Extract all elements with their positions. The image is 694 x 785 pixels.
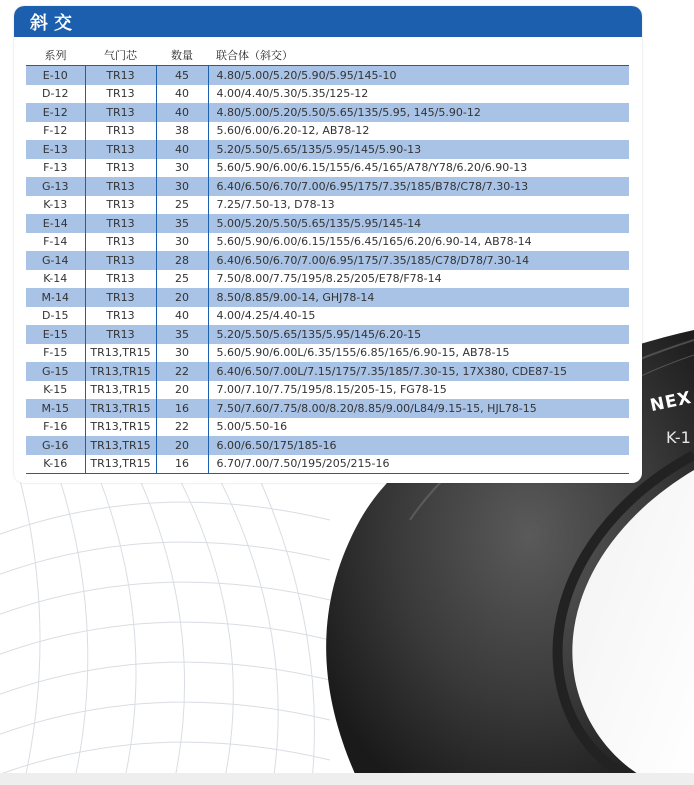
cell-valve: TR13,TR15: [85, 436, 156, 455]
cell-series: G-16: [26, 436, 85, 455]
table-row: [26, 214, 629, 233]
cell-series: G-14: [26, 251, 85, 270]
bias-spec-card: [14, 6, 642, 483]
table-row: [26, 399, 629, 418]
cell-combination: 5.60/6.00/6.20-12, AB78-12: [216, 124, 370, 138]
table-row: [26, 122, 629, 141]
column-header-valve: 气门芯: [85, 45, 156, 66]
cell-valve: TR13: [85, 159, 156, 178]
card-header: [14, 6, 642, 37]
cell-series: F-12: [26, 122, 85, 141]
bias-tube-spec-table: [26, 45, 629, 474]
cell-valve: TR13,TR15: [85, 399, 156, 418]
table-row: [26, 196, 629, 215]
cell-series: E-13: [26, 140, 85, 159]
cell-valve: TR13: [85, 66, 156, 85]
cell-quantity: 22: [156, 418, 208, 437]
cell-valve: TR13: [85, 122, 156, 141]
cell-combination: 5.60/5.90/6.00L/6.35/155/6.85/165/6.90-15, AB78-15: [216, 346, 510, 360]
cell-series: E-15: [26, 325, 85, 344]
cell-series: M-14: [26, 288, 85, 307]
cell-combination: 7.00/7.10/7.75/195/8.15/205-15, FG78-15: [216, 383, 447, 397]
cell-quantity: 40: [156, 103, 208, 122]
table-row: [26, 251, 629, 270]
cell-quantity: 30: [156, 177, 208, 196]
cell-quantity: 40: [156, 140, 208, 159]
cell-series: E-12: [26, 103, 85, 122]
cell-valve: TR13: [85, 140, 156, 159]
cell-quantity: 30: [156, 233, 208, 252]
cell-combination: 5.00/5.20/5.50/5.65/135/5.95/145-14: [208, 214, 629, 233]
cell-valve: TR13: [85, 177, 156, 196]
cell-quantity: 16: [156, 399, 208, 418]
cell-series: K-13: [26, 196, 85, 215]
cell-series: F-16: [26, 418, 85, 437]
table-row: [26, 381, 629, 400]
cell-series: F-14: [26, 233, 85, 252]
cell-combination: 6.40/6.50/6.70/7.00/6.95/175/7.35/185/B78/C78/7.30-13: [208, 177, 629, 196]
cell-valve: TR13,TR15: [85, 455, 156, 474]
table-row: [26, 270, 629, 289]
cell-valve: TR13: [85, 214, 156, 233]
cell-combination: 8.50/8.85/9.00-14, GHJ78-14: [208, 288, 629, 307]
cell-combination: 7.50/8.00/7.75/195/8.25/205/E78/F78-14: [216, 272, 442, 286]
cell-series: D-12: [26, 85, 85, 104]
cell-valve: TR13: [85, 270, 156, 289]
cell-valve: TR13: [85, 103, 156, 122]
cell-combination: 4.00/4.40/5.30/5.35/125-12: [216, 87, 369, 101]
cell-series: G-13: [26, 177, 85, 196]
table-row: [26, 177, 629, 196]
cell-combination: 5.60/5.90/6.00/6.15/155/6.45/165/6.20/6.90-14, AB78-14: [216, 235, 532, 249]
table-body: [26, 66, 629, 474]
cell-quantity: 25: [156, 270, 208, 289]
cell-combination: 6.40/6.50/6.70/7.00/6.95/175/7.35/185/C78/D78/7.30-14: [208, 251, 629, 270]
cell-valve: TR13,TR15: [85, 381, 156, 400]
cell-quantity: 40: [156, 307, 208, 326]
cell-series: D-15: [26, 307, 85, 326]
column-header-combination: 联合体（斜交）: [208, 45, 629, 66]
cell-series: G-15: [26, 362, 85, 381]
cell-series: F-13: [26, 159, 85, 178]
cell-series: E-10: [26, 66, 85, 85]
cell-combination: 7.25/7.50-13, D78-13: [216, 198, 335, 212]
cell-combination: 6.40/6.50/7.00L/7.15/175/7.35/185/7.30-15, 17X380, CDE87-15: [208, 362, 629, 381]
cell-series: F-15: [26, 344, 85, 363]
table-row: [26, 288, 629, 307]
cell-combination: 4.80/5.00/5.20/5.90/5.95/145-10: [208, 66, 629, 85]
table-row: [26, 159, 629, 178]
cell-valve: TR13: [85, 85, 156, 104]
cell-combination: 4.00/4.25/4.40-15: [216, 309, 316, 323]
cell-series: K-14: [26, 270, 85, 289]
cell-valve: TR13: [85, 325, 156, 344]
cell-quantity: 28: [156, 251, 208, 270]
cell-valve: TR13: [85, 288, 156, 307]
section-title: 斜交: [30, 12, 78, 34]
cell-quantity: 35: [156, 214, 208, 233]
cell-valve: TR13: [85, 196, 156, 215]
cell-valve: TR13: [85, 251, 156, 270]
cell-combination: 6.70/7.00/7.50/195/205/215-16: [208, 455, 629, 474]
cell-quantity: 20: [156, 288, 208, 307]
cell-combination: 5.20/5.50/5.65/135/5.95/145/5.90-13: [208, 140, 629, 159]
cell-quantity: 20: [156, 436, 208, 455]
cell-quantity: 22: [156, 362, 208, 381]
cell-combination: 5.20/5.50/5.65/135/5.95/145/6.20-15: [208, 325, 629, 344]
cell-combination: 6.00/6.50/175/185-16: [208, 436, 629, 455]
cell-series: K-15: [26, 381, 85, 400]
table-row: [26, 85, 629, 104]
cell-valve: TR13,TR15: [85, 418, 156, 437]
cell-valve: TR13: [85, 233, 156, 252]
table-header-row: [26, 45, 629, 66]
cell-quantity: 20: [156, 381, 208, 400]
cell-combination: 5.00/5.50-16: [216, 420, 288, 434]
cell-series: M-15: [26, 399, 85, 418]
cell-combination: 5.60/5.90/6.00/6.15/155/6.45/165/A78/Y78/6.20/6.90-13: [216, 161, 528, 175]
table-row: [26, 455, 629, 474]
table-row: [26, 103, 629, 122]
cell-quantity: 40: [156, 85, 208, 104]
tire-brand-marking: NEX: [648, 387, 694, 417]
table-row: [26, 344, 629, 363]
column-header-quantity: 数量: [156, 45, 208, 66]
tire-size-marking: K-1: [666, 428, 691, 447]
table-row: [26, 436, 629, 455]
cell-quantity: 30: [156, 344, 208, 363]
cell-valve: TR13: [85, 307, 156, 326]
cell-quantity: 30: [156, 159, 208, 178]
cell-quantity: 38: [156, 122, 208, 141]
cell-quantity: 35: [156, 325, 208, 344]
cell-valve: TR13,TR15: [85, 362, 156, 381]
cell-quantity: 25: [156, 196, 208, 215]
cell-series: K-16: [26, 455, 85, 474]
table-row: [26, 140, 629, 159]
bottom-strip: [0, 773, 694, 785]
column-header-series: 系列: [26, 45, 85, 66]
cell-combination: 4.80/5.00/5.20/5.50/5.65/135/5.95, 145/5.90-12: [208, 103, 629, 122]
table-row: [26, 66, 629, 85]
cell-quantity: 45: [156, 66, 208, 85]
table-row: [26, 307, 629, 326]
cell-quantity: 16: [156, 455, 208, 474]
cell-combination: 7.50/7.60/7.75/8.00/8.20/8.85/9.00/L84/9.15-15, HJL78-15: [208, 399, 629, 418]
table-row: [26, 325, 629, 344]
cell-valve: TR13,TR15: [85, 344, 156, 363]
table-row: [26, 233, 629, 252]
table-row: [26, 362, 629, 381]
table-row: [26, 418, 629, 437]
cell-series: E-14: [26, 214, 85, 233]
